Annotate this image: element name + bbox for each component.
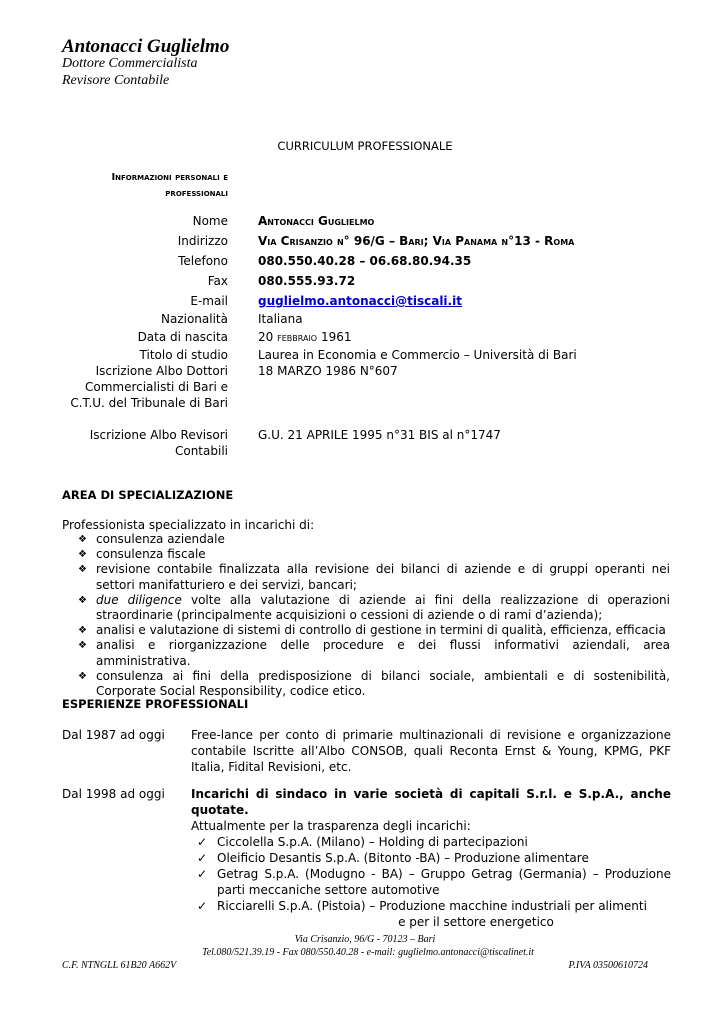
exp2-date: Dal 1998 ad oggi	[62, 787, 165, 801]
revisori-label-line1: Iscrizione Albo Revisori	[89, 428, 228, 442]
list-item: ❖ due diligence volte alla valutazione di aziende ai fini della realizzazione di operazioni straordinarie (principalmente acquisizioni o cessioni di aziende o di rami d’azienda);	[78, 592, 670, 623]
email-label: E-mail	[190, 294, 228, 308]
exp1-date: Dal 1987 ad oggi	[62, 728, 165, 742]
albo-label	[70, 363, 228, 411]
list-item: ❖ consulenza aziendale	[78, 532, 225, 546]
albo-label-line3: C.T.U. del Tribunale di Bari	[70, 396, 228, 410]
nascita-year: 1961	[320, 330, 352, 344]
exp2-body	[191, 786, 671, 930]
header-subtitle-1: Dottore Commercialista	[62, 56, 198, 71]
email-link[interactable]: guglielmo.antonacci@tiscali.it	[258, 294, 462, 308]
albo-value: 18 MARZO 1986 N°607	[258, 364, 398, 378]
footer-address: Via Crisanzio, 96/G - 70123 – Bari	[294, 934, 436, 945]
footer-partita-iva: P.IVA 03500610724	[568, 960, 648, 971]
diamond-bullet-icon: ❖	[78, 564, 87, 576]
checkmark-icon: ✓	[197, 851, 208, 865]
exp2-list	[191, 834, 671, 914]
esperienze-heading: ESPERIENZE PROFESSIONALI	[62, 697, 249, 711]
nazionalita-value: Italiana	[258, 312, 303, 326]
exp2-item4-continuation: e per il settore energetico	[398, 915, 554, 929]
document-title: CURRICULUM PROFESSIONALE	[277, 139, 453, 153]
header-name: Antonacci Guglielmo	[62, 36, 230, 57]
nascita-value	[258, 329, 351, 346]
revisori-label-line2: Contabili	[174, 444, 228, 458]
specializzazione-list	[78, 532, 670, 699]
albo-label-line1: Iscrizione Albo Dottori	[95, 364, 228, 378]
exp2-subheading: Attualmente per la trasparenza degli incarichi:	[191, 819, 471, 833]
exp1-text: Free-lance per conto di primarie multinazionali di revisione e organizzazione contabile Iscritte all’Albo CONSOB, quali Reconta Ernst & Young, KPMG, PKF Italia, Fidital Revisioni, etc.	[191, 728, 671, 774]
footer-contacts: Tel.080/521.39.19 - Fax 080/550.40.28 - e-mail: guglielmo.antonacci@tiscalinet.it	[202, 947, 534, 958]
list-item: ❖ analisi e riorganizzazione delle procedure e dei flussi informativi aziendali, area amministrativa.	[78, 638, 670, 668]
personal-heading-line1: Informazioni personali e	[111, 172, 228, 183]
diamond-bullet-icon: ❖	[78, 534, 87, 545]
checkmark-icon: ✓	[197, 899, 208, 913]
indirizzo-label: Indirizzo	[177, 234, 228, 248]
list-item: ❖ consulenza fiscale	[78, 547, 206, 562]
nascita-day: 20	[258, 330, 274, 344]
due-diligence-term: due diligence	[96, 592, 182, 607]
list-item: ✓ Oleificio Desantis S.p.A. (Bitonto -BA) – Produzione alimentare	[197, 851, 589, 865]
list-item: ❖ consulenza ai fini della predisposizione di bilanci sociale, ambientali e di sostenibilità, Corporate Social Responsibility, codice etico.	[78, 668, 670, 699]
diamond-bullet-icon: ❖	[78, 640, 87, 652]
nascita-label: Data di nascita	[137, 330, 228, 344]
list-item: ✓ Ricciarelli S.p.A. (Pistoia) – Produzione macchine industriali per alimenti	[197, 899, 647, 913]
personal-section-heading	[111, 170, 228, 202]
list-item: ✓ Getrag S.p.A. (Modugno - BA) – Gruppo Getrag (Germania) – Produzione parti meccaniche settore automotive	[197, 867, 671, 897]
exp2-heading: Incarichi di sindaco in varie società di capitali S.r.l. e S.p.A., anche quotate.	[191, 787, 671, 817]
checkmark-icon: ✓	[197, 867, 208, 881]
revisori-value: G.U. 21 APRILE 1995 n°31 BIS al n°1747	[258, 428, 501, 442]
nascita-month: febbraio	[277, 331, 318, 344]
telefono-value: 080.550.40.28 – 06.68.80.94.35	[258, 254, 472, 268]
fax-value: 080.555.93.72	[258, 274, 356, 288]
specializzazione-intro: Professionista specializzato in incarichi di:	[62, 518, 315, 532]
nome-label: Nome	[192, 214, 228, 228]
fax-label: Fax	[207, 274, 228, 288]
list-item: ❖ revisione contabile finalizzata alla revisione dei bilanci di aziende e di gruppi operanti nei settori manifatturiero e dei servizi, bancari;	[78, 562, 670, 592]
checkmark-icon: ✓	[197, 835, 208, 849]
nome-value: Antonacci Guglielmo	[258, 214, 375, 228]
footer-codice-fiscale: C.F. NTNGLL 61B20 A662V	[62, 960, 177, 971]
diamond-bullet-icon: ❖	[78, 670, 87, 682]
diamond-bullet-icon: ❖	[78, 549, 87, 561]
personal-heading-line2: professionali	[165, 188, 228, 199]
nazionalita-label: Nazionalità	[161, 312, 228, 326]
diamond-bullet-icon: ❖	[78, 625, 87, 637]
list-item: ❖ analisi e valutazione di sistemi di controllo di gestione in termini di qualità, efficienza, efficacia	[78, 623, 666, 638]
header-subtitle-2: Revisore Contabile	[62, 73, 170, 88]
diamond-bullet-icon: ❖	[78, 594, 87, 606]
albo-label-line2: Commercialisti di Bari e	[84, 380, 228, 394]
titolo-value: Laurea in Economia e Commercio – Università di Bari	[258, 348, 577, 362]
telefono-label: Telefono	[178, 254, 228, 268]
titolo-label: Titolo di studio	[139, 348, 228, 362]
indirizzo-value: Via Crisanzio n° 96/G – Bari; Via Panama n°13 - Roma	[258, 234, 575, 248]
list-item: ✓ Ciccolella S.p.A. (Milano) – Holding di partecipazioni	[197, 835, 528, 849]
specializzazione-heading: AREA DI SPECIALIZAZIONE	[62, 488, 234, 502]
revisori-label	[90, 427, 228, 459]
